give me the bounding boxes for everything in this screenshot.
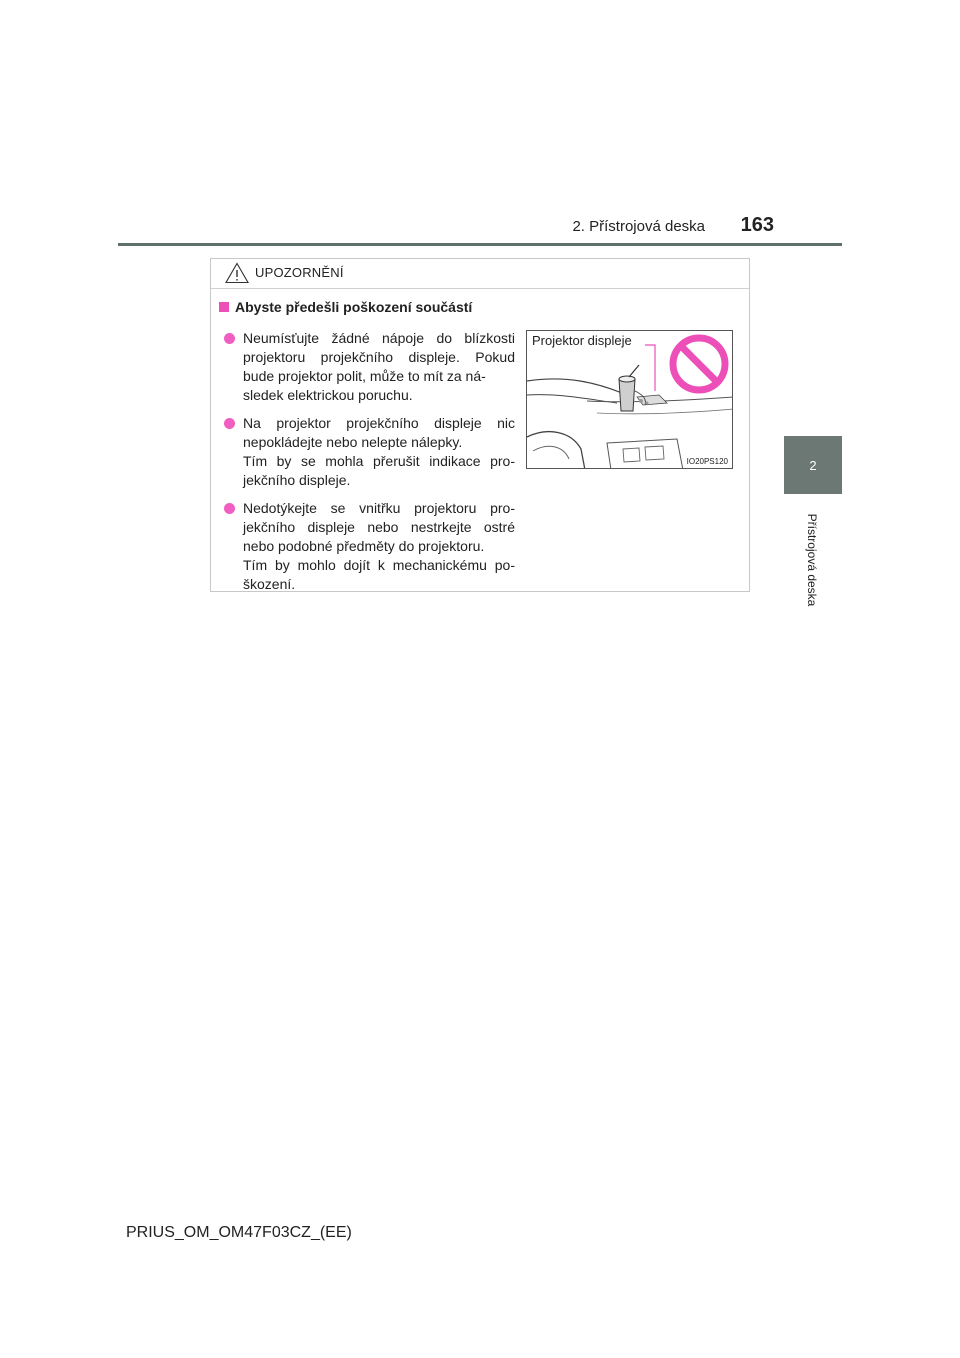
bullet-dot-icon xyxy=(224,333,235,344)
illustration-label: Projektor displeje xyxy=(532,333,632,348)
section-heading xyxy=(219,299,472,315)
page-number: 163 xyxy=(740,214,774,236)
dashboard-drawing xyxy=(527,331,733,469)
prohibition-icon xyxy=(673,338,725,390)
bullet-item xyxy=(223,414,515,490)
bullet-item xyxy=(223,499,515,594)
bullet-text: sledek elektrickou poruchu. xyxy=(243,387,413,403)
chapter-tab-title: Přístrojová deska xyxy=(805,513,819,607)
warning-triangle-icon xyxy=(225,262,249,284)
bullet-item xyxy=(223,329,515,405)
bullet-dot-icon xyxy=(224,503,235,514)
bullet-text: Tím by se mohla přerušit indikace pro-jekčního displeje. xyxy=(243,453,515,488)
illustration-code: IO20PS120 xyxy=(686,457,728,466)
caution-header xyxy=(211,259,749,289)
bullet-text: Tím by mohlo dojít k mechanickému po-škození. xyxy=(243,557,515,592)
caution-bullet-list xyxy=(223,329,515,603)
running-header-section: 2. Přístrojová deska xyxy=(572,218,705,235)
projector-illustration xyxy=(526,330,733,469)
caution-box xyxy=(210,258,750,592)
header-divider xyxy=(118,243,842,246)
bullet-text: Na projektor projekčního displeje nic nepokládejte nebo nelepte nálepky. xyxy=(243,415,515,450)
square-bullet-icon xyxy=(219,302,229,312)
bullet-text: Neumísťujte žádné nápoje do blízkosti projektoru projekčního displeje. Pokud bude projektor polit, může to mít za ná- xyxy=(243,330,515,384)
section-heading-text: Abyste předešli poškození součástí xyxy=(235,299,473,315)
bullet-dot-icon xyxy=(224,418,235,429)
chapter-tab-number: 2 xyxy=(784,436,842,494)
bullet-text: Nedotýkejte se vnitřku projektoru pro-jekčního displeje nebo nestrkejte ostré nebo podobné předměty do projektoru. xyxy=(243,500,515,554)
document-id: PRIUS_OM_OM47F03CZ_(EE) xyxy=(126,1224,352,1241)
caution-title: UPOZORNĚNÍ xyxy=(255,265,344,280)
